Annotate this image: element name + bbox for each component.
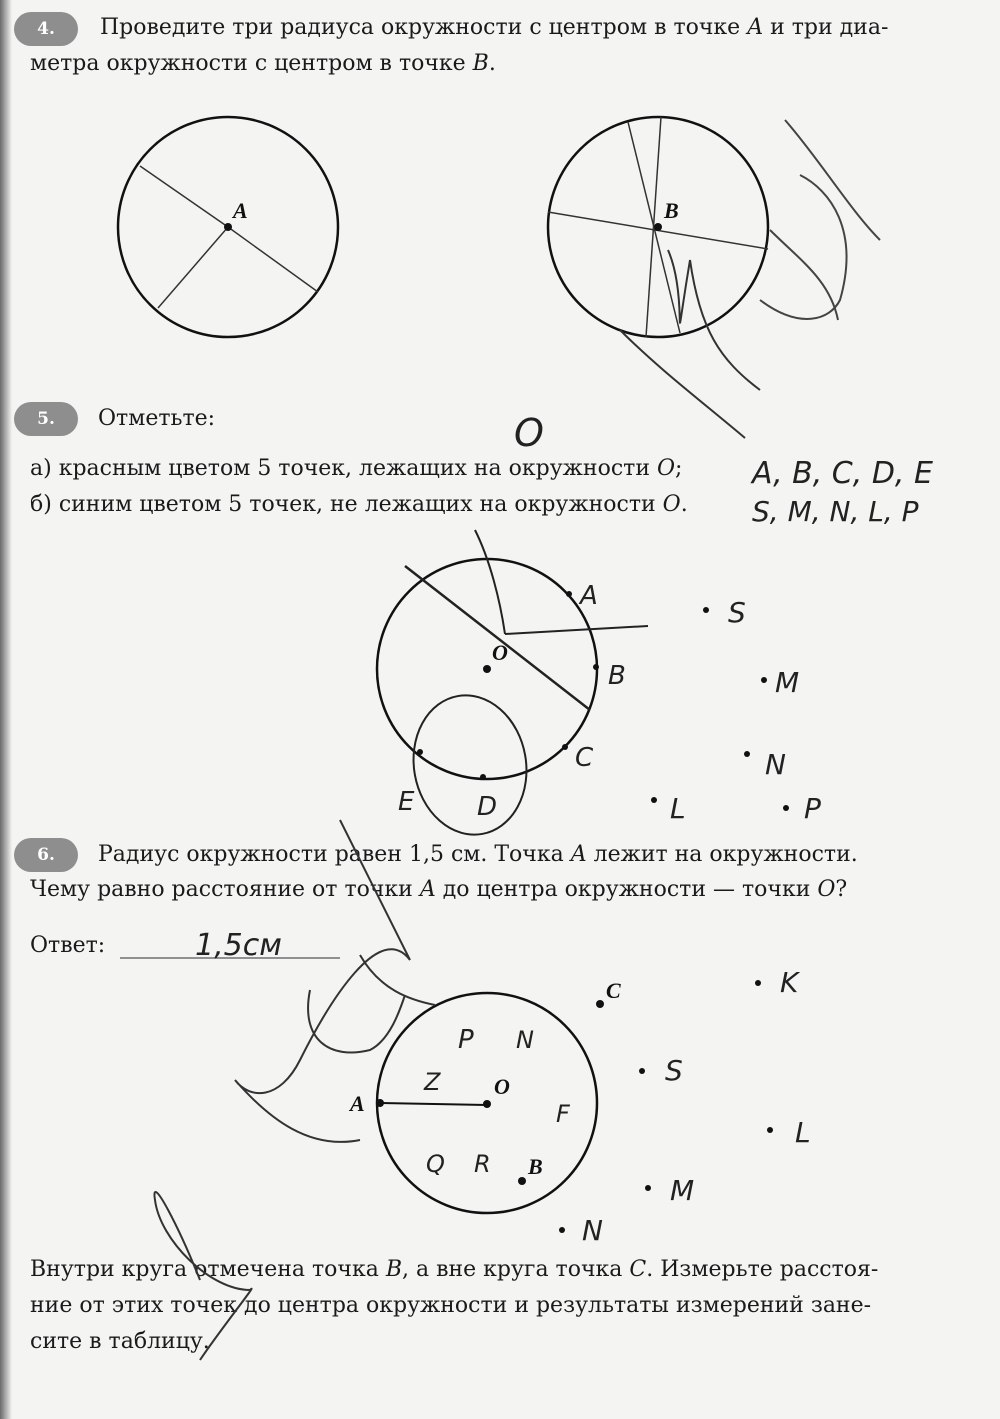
scribble-5: [235, 820, 410, 1142]
point-a-on-circle: [376, 1099, 384, 1107]
pencil-loop: [403, 686, 538, 843]
center-label-o: O: [492, 640, 508, 665]
answer-value: 1,5см: [195, 928, 282, 963]
handwritten-o: O: [514, 411, 544, 455]
point-n: [744, 751, 750, 757]
circle-b-figure: [548, 117, 768, 337]
points-off-circle: [651, 596, 821, 825]
point-k: [755, 980, 761, 986]
center-point-a: [224, 223, 232, 231]
center-label-a: A: [233, 198, 248, 223]
inside-mark-4: F: [556, 1100, 570, 1128]
radius-3: [228, 227, 318, 292]
point-s-task6: [639, 1068, 645, 1074]
center-point-o-task6: [483, 1100, 491, 1108]
outside-mark-s: S: [665, 1054, 683, 1087]
radius-ao: [380, 1103, 487, 1105]
point-a-label: A: [580, 581, 598, 611]
point-p: [783, 805, 789, 811]
inside-mark-3: Z: [424, 1068, 441, 1096]
point-d-label: D: [477, 792, 498, 822]
outside-mark-k: K: [780, 966, 799, 999]
center-point-o: [483, 665, 491, 673]
point-e-label: E: [398, 787, 415, 817]
bottom-text-line-2: ние от этих точек до центра окружности и результаты измерений зане-: [30, 1293, 872, 1318]
pencil-line-3: [475, 530, 505, 634]
outside-mark-n: N: [582, 1214, 603, 1247]
point-c-outside: [596, 1000, 604, 1008]
task-5-item-a: а) красным цветом 5 точек, лежащих на окружности O;: [30, 456, 683, 481]
task-5-heading: Отметьте:: [98, 406, 216, 431]
point-n-task6: [559, 1227, 565, 1233]
scribble-7: [154, 1192, 251, 1360]
label-b-task6: B: [528, 1154, 543, 1179]
task-6-text-line-2: Чему равно расстояние от точки A до центра окружности — точки O?: [30, 877, 848, 902]
pencil-line-2: [505, 626, 648, 634]
point-m-task6: [645, 1185, 651, 1191]
point-b: [593, 664, 599, 670]
point-l-task6: [767, 1127, 773, 1133]
center-point-b: [654, 223, 662, 231]
task-4-text-line-2: метра окружности с центром в точке B.: [30, 51, 496, 76]
inside-mark-2: N: [516, 1026, 534, 1054]
handwritten-list-off-circle: S, M, N, L, P: [752, 495, 919, 528]
point-c-label: C: [575, 743, 594, 773]
radius-2: [158, 227, 228, 308]
inside-mark-6: R: [474, 1150, 491, 1178]
center-label-b: B: [664, 198, 679, 223]
handwritten-list-on-circle: A, B, C, D, E: [752, 456, 933, 491]
point-l: [651, 797, 657, 803]
inside-mark-5: Q: [426, 1150, 445, 1178]
answer-label: Ответ:: [30, 933, 106, 958]
point-d: [480, 774, 486, 780]
label-a-task6: A: [350, 1091, 365, 1116]
task-4-number: 4.: [14, 12, 78, 46]
bottom-text-line-1: Внутри круга отмечена точка B, а вне круга точка C. Измерьте расстоя-: [30, 1257, 879, 1282]
radius-1: [140, 166, 228, 227]
point-l-label: L: [670, 792, 686, 825]
outside-mark-l: L: [795, 1116, 811, 1149]
task-6-text-line-1: Радиус окружности равен 1,5 см. Точка A лежит на окружности.: [98, 842, 858, 867]
point-p-label: P: [804, 792, 821, 825]
point-e: [417, 749, 423, 755]
point-s-label: S: [728, 596, 746, 629]
point-m-label: M: [775, 666, 800, 699]
point-m: [761, 677, 767, 683]
label-o-task6: O: [494, 1074, 510, 1099]
scribble-3: [760, 120, 880, 319]
label-c-task6: C: [606, 978, 621, 1003]
task-6-inside-marks: [423, 1025, 571, 1178]
bottom-text-line-3: сите в таблицу.: [30, 1329, 210, 1354]
point-b-inside: [518, 1177, 526, 1185]
inside-mark-1: P: [458, 1025, 474, 1055]
task-5-number: 5.: [14, 402, 78, 436]
outside-mark-m: M: [670, 1174, 695, 1207]
point-c: [562, 744, 568, 750]
point-b-label: B: [608, 661, 626, 691]
point-s: [703, 607, 709, 613]
scribble-1: [620, 330, 745, 438]
scribble-4: [770, 230, 838, 320]
task-4-text-line-1: Проведите три радиуса окружности с центром в точке A и три диа-: [100, 15, 889, 40]
task-5-item-b: б) синим цветом 5 точек, не лежащих на окружности O.: [30, 492, 688, 517]
scribble-2: [668, 250, 760, 390]
point-n-label: N: [765, 748, 786, 781]
task-6-number: 6.: [14, 838, 78, 872]
point-a: [566, 591, 572, 597]
scribble-6: [308, 955, 435, 1053]
circle-a-figure: [118, 117, 338, 337]
